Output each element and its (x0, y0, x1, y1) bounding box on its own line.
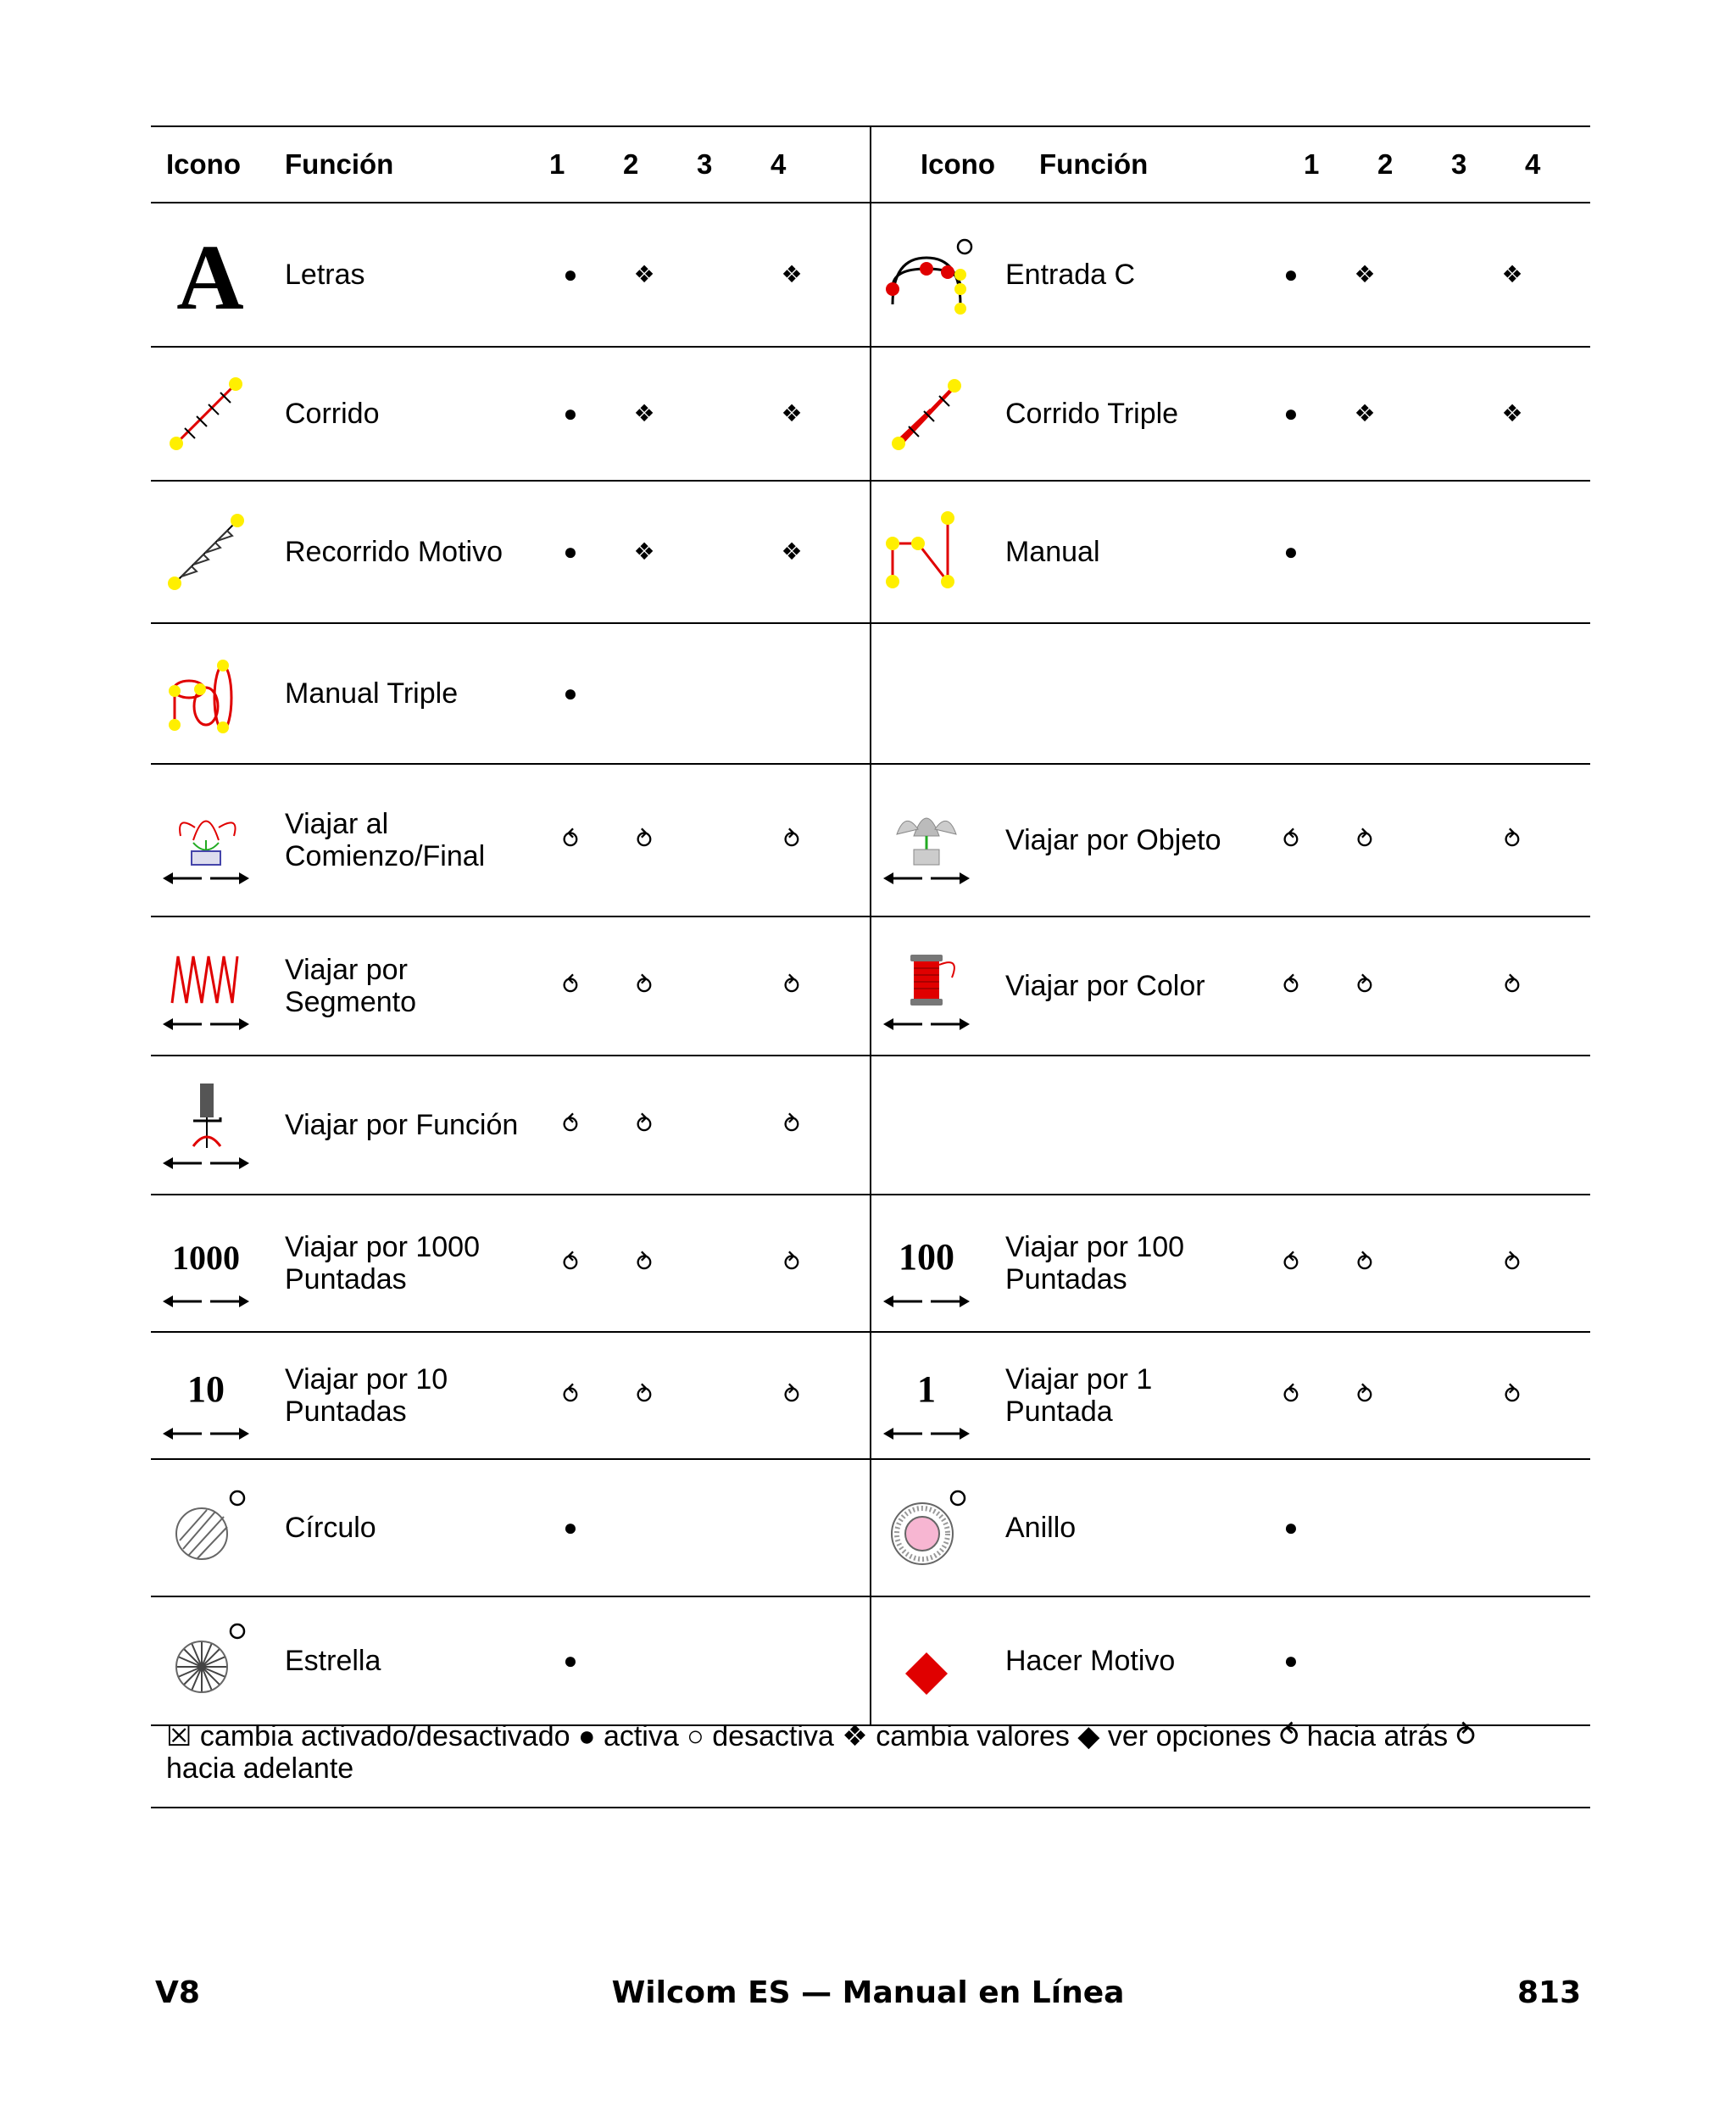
legend-text: ☒ cambia activado/desactivado ● activa ○ desactiva ❖ cambia valores ◆ ver opciones ⥀ hacia atrás ⥁ hacia adelante (166, 1720, 1476, 1785)
mark-col2: ⥁ (636, 1250, 653, 1276)
mark-col1: ● (1283, 400, 1299, 426)
function-label: Manual Triple (285, 677, 459, 710)
travel-segment-icon (159, 939, 253, 1033)
travel-100-icon (880, 1217, 973, 1310)
function-label: Viajar por Color (1005, 970, 1205, 1002)
header-col4-left: 4 (771, 148, 787, 180)
table-cell-left (151, 765, 870, 916)
mark-col1: ⥀ (562, 972, 579, 999)
function-label: Corrido (285, 398, 380, 430)
travel-1000-icon (159, 1217, 253, 1310)
mark-col4: ❖ (1501, 400, 1523, 426)
mark-col4: ⥁ (783, 1250, 800, 1276)
mark-col4: ⥁ (1504, 1382, 1521, 1408)
function-label: Viajar por 1000 Puntadas (285, 1231, 480, 1295)
footer-version: V8 (155, 1975, 200, 2010)
table-cell-left (151, 482, 870, 622)
header-col2-left: 2 (623, 148, 639, 180)
function-label: Viajar por 100 Puntadas (1005, 1231, 1185, 1295)
mark-col4: ⥁ (1504, 972, 1521, 999)
table-row (151, 765, 1590, 917)
circle-icon (159, 1481, 253, 1574)
travel-10-icon (159, 1349, 253, 1442)
table-cell-left (151, 203, 870, 346)
header-icon-right: Icono (921, 148, 995, 180)
mark-col1: ⥀ (1283, 972, 1299, 999)
table-cell-right (871, 1460, 1590, 1596)
make-motif-icon (880, 1614, 973, 1708)
svg-text:1000: 1000 (172, 1239, 240, 1277)
table-cell-left (151, 1195, 870, 1331)
function-label: Manual (1005, 536, 1100, 568)
header-function-right: Función (1039, 148, 1149, 180)
star-icon (159, 1614, 253, 1708)
table-cell-right (871, 1333, 1590, 1458)
function-label: Viajar por 1 Puntada (1005, 1363, 1153, 1428)
function-label: Anillo (1005, 1512, 1077, 1544)
mark-col2: ⥁ (636, 827, 653, 853)
mark-col4: ❖ (781, 538, 803, 565)
mark-col1: ● (563, 538, 578, 565)
table-cell-right (871, 348, 1590, 480)
svg-text:1: 1 (917, 1368, 936, 1410)
table-header (151, 125, 1590, 203)
table-row (151, 1195, 1590, 1333)
footer-title: Wilcom ES — Manual en Línea (611, 1975, 1125, 2010)
mark-col1: ⥀ (562, 1111, 579, 1138)
legend (151, 1712, 1590, 1808)
mark-col2: ⥁ (1356, 972, 1373, 999)
mark-col1: ● (1283, 1647, 1299, 1674)
table-cell-right (871, 482, 1590, 622)
mark-col4: ⥁ (783, 827, 800, 853)
mark-col4: ⥁ (1504, 827, 1521, 853)
mark-col2: ⥁ (1356, 1382, 1373, 1408)
mark-col2: ❖ (633, 538, 655, 565)
function-label: Viajar por Función (285, 1109, 519, 1141)
manual-icon (880, 505, 973, 599)
ring-icon (880, 1481, 973, 1574)
mark-col1: ● (1283, 261, 1299, 287)
mark-col2: ❖ (1354, 400, 1376, 426)
run-icon (159, 367, 253, 460)
mark-col1: ⥀ (562, 1382, 579, 1408)
header-col3-right: 3 (1451, 148, 1467, 180)
header-col4-right: 4 (1525, 148, 1541, 180)
table-row (151, 624, 1590, 765)
mark-col1: ● (563, 261, 578, 287)
table-cell-left (151, 348, 870, 480)
travel-start-end-icon (159, 794, 253, 887)
triple-run-icon (880, 367, 973, 460)
table-row (151, 1460, 1590, 1597)
input-c-icon (880, 228, 973, 321)
function-label: Corrido Triple (1005, 398, 1179, 430)
header-function-left: Función (285, 148, 394, 180)
mark-col1: ● (1283, 1514, 1299, 1540)
mark-col1: ⥀ (1283, 1382, 1299, 1408)
mark-col2: ⥁ (636, 1111, 653, 1138)
table-cell-right (871, 765, 1590, 916)
table-cell-left (151, 917, 870, 1055)
mark-col1: ● (1283, 538, 1299, 565)
mark-col1: ● (563, 1647, 578, 1674)
header-col3-left: 3 (697, 148, 713, 180)
header-col2-right: 2 (1377, 148, 1394, 180)
function-label: Letras (285, 259, 365, 291)
mark-col4: ❖ (1501, 261, 1523, 287)
table-row (151, 348, 1590, 482)
table-cell-left (151, 1333, 870, 1458)
footer-page-number: 813 (1517, 1975, 1582, 2010)
motif-run-icon (159, 505, 253, 599)
travel-color-icon (880, 939, 973, 1033)
column-divider (870, 127, 871, 202)
travel-function-icon (159, 1078, 253, 1172)
table-cell-right (871, 203, 1590, 346)
column-divider (870, 1056, 871, 1194)
mark-col1: ⥀ (1283, 1250, 1299, 1276)
mark-col2: ❖ (1354, 261, 1376, 287)
function-label: Viajar al Comienzo/Final (285, 808, 486, 872)
header-col1-right: 1 (1304, 148, 1320, 180)
table-row (151, 203, 1590, 348)
svg-text:A: A (176, 228, 244, 321)
function-label: Hacer Motivo (1005, 1645, 1176, 1677)
table-row (151, 1597, 1590, 1726)
mark-col2: ⥁ (1356, 827, 1373, 853)
table-row (151, 482, 1590, 624)
table-cell-left (151, 1056, 870, 1194)
mark-col2: ⥁ (636, 972, 653, 999)
table-cell-left (151, 1460, 870, 1596)
column-divider (870, 624, 871, 763)
mark-col1: ⥀ (562, 827, 579, 853)
mark-col4: ❖ (781, 400, 803, 426)
function-table (151, 125, 1590, 1726)
mark-col1: ⥀ (562, 1250, 579, 1276)
function-label: Viajar por Segmento (285, 954, 416, 1018)
table-cell-left (151, 624, 870, 763)
mark-col2: ❖ (633, 261, 655, 287)
function-label: Recorrido Motivo (285, 536, 503, 568)
mark-col1: ● (563, 1514, 578, 1540)
function-label: Viajar por 10 Puntadas (285, 1363, 448, 1428)
table-cell-right (871, 1195, 1590, 1331)
table-cell-right (871, 917, 1590, 1055)
mark-col1: ⥀ (1283, 827, 1299, 853)
header-col1-left: 1 (549, 148, 565, 180)
table-cell-right (871, 1597, 1590, 1724)
table-cell-left (151, 1597, 870, 1724)
svg-text:10: 10 (187, 1368, 225, 1410)
function-label: Estrella (285, 1645, 381, 1677)
mark-col4: ⥁ (783, 1382, 800, 1408)
triple-manual-icon (159, 647, 253, 740)
table-row (151, 1056, 1590, 1195)
mark-col2: ⥁ (636, 1382, 653, 1408)
function-label: Círculo (285, 1512, 376, 1544)
travel-object-icon (880, 794, 973, 887)
mark-col4: ⥁ (783, 972, 800, 999)
mark-col2: ⥁ (1356, 1250, 1373, 1276)
function-label: Viajar por Objeto (1005, 824, 1221, 856)
table-row (151, 917, 1590, 1056)
table-row (151, 1333, 1590, 1460)
mark-col1: ● (563, 680, 578, 706)
travel-1-icon (880, 1349, 973, 1442)
header-icon-left: Icono (166, 148, 241, 180)
mark-col4: ❖ (781, 261, 803, 287)
mark-col2: ❖ (633, 400, 655, 426)
mark-col4: ⥁ (783, 1111, 800, 1138)
letters-icon (159, 228, 253, 321)
svg-text:100: 100 (899, 1236, 954, 1278)
mark-col4: ⥁ (1504, 1250, 1521, 1276)
function-label: Entrada C (1005, 259, 1136, 291)
mark-col1: ● (563, 400, 578, 426)
